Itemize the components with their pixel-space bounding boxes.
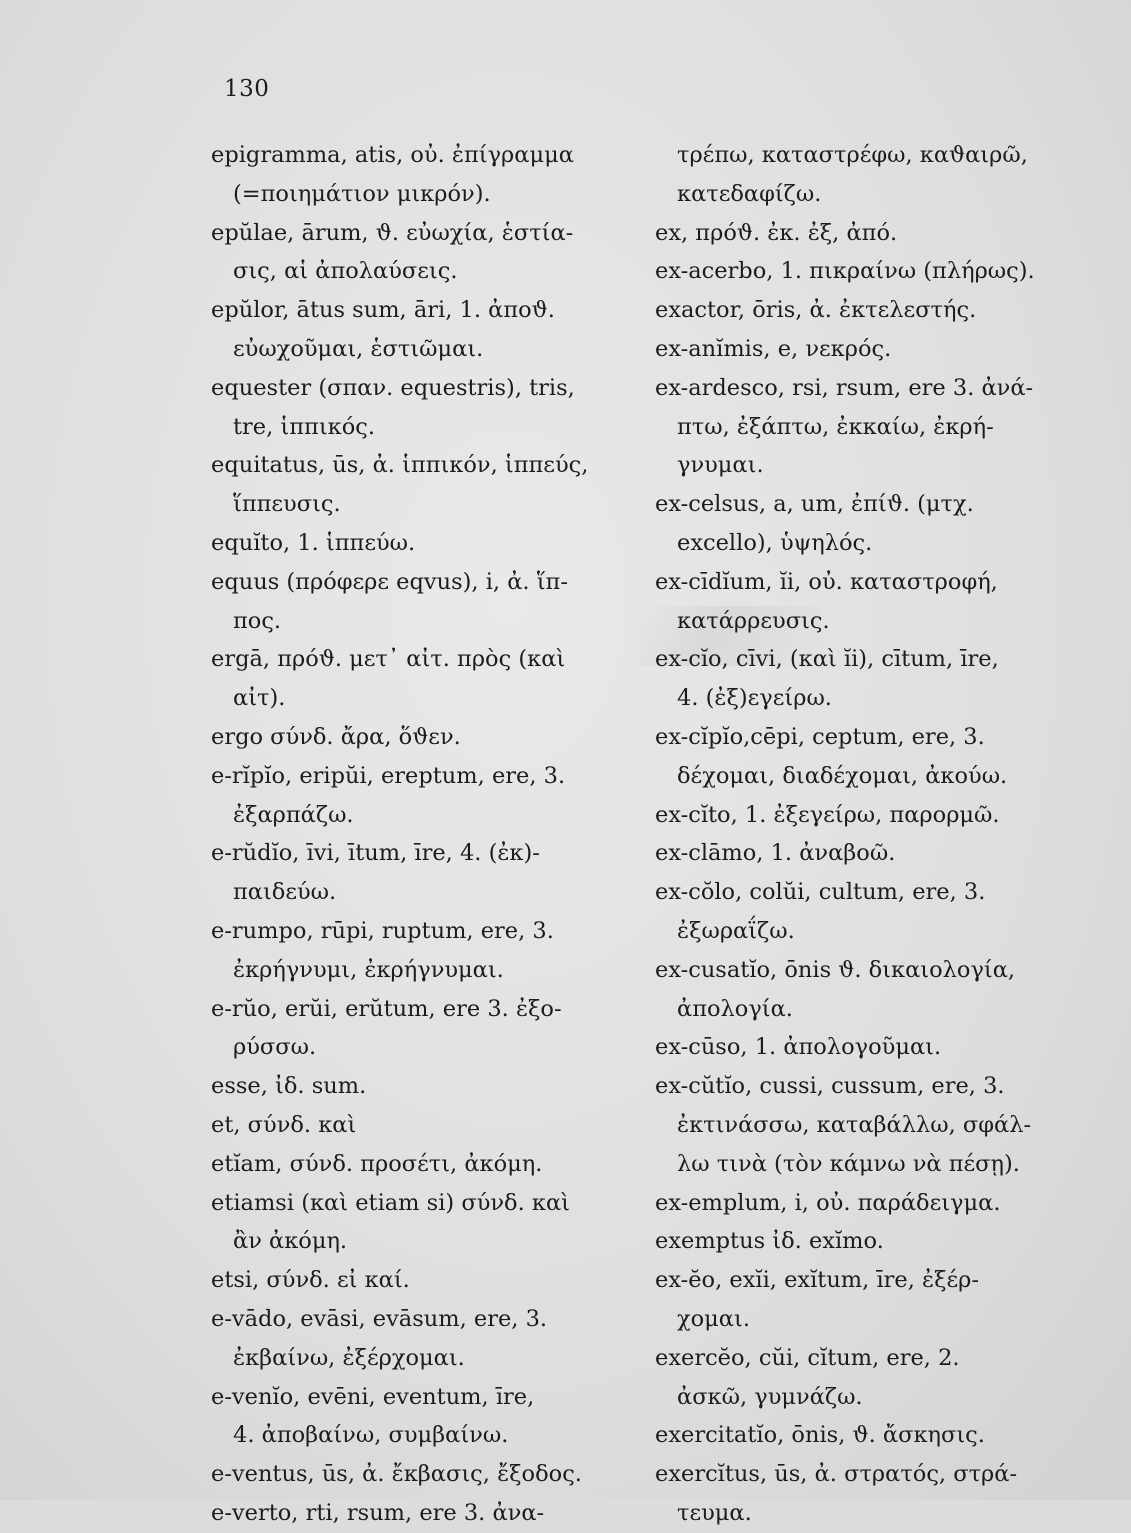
dictionary-entry-line: ex-cūso, 1. ἀπολογοῦμαι. xyxy=(655,1034,942,1061)
dictionary-line-continuation: πος. xyxy=(233,607,282,634)
dictionary-entry-line: e-rumpo, rūpi, ruptum, ere, 3. xyxy=(211,917,554,944)
dictionary-entry-line: ex-cīdĭum, ĭi, οὐ. καταστροφή, xyxy=(655,568,998,595)
dictionary-line-continuation: εὐωχοῦμαι, ἑστιῶμαι. xyxy=(233,335,484,362)
dictionary-entry-line: e-rŭo, erŭi, erŭtum, ere 3. ἐξο- xyxy=(211,995,562,1022)
dictionary-entry-line: e-vādo, evāsi, evāsum, ere, 3. xyxy=(211,1305,548,1332)
dictionary-line-continuation: χομαι. xyxy=(677,1305,750,1332)
dictionary-line-continuation: τρέπω, καταστρέφω, καϑαιρῶ, xyxy=(677,142,1028,168)
dictionary-entry-line: equitatus, ūs, ἀ. ἱππικόν, ἱππεύς, xyxy=(211,452,589,479)
dictionary-line-continuation: γνυμαι. xyxy=(677,452,764,479)
page-number: 130 xyxy=(224,76,270,102)
right-column xyxy=(655,136,1065,1533)
dictionary-entry-line: e-rĭpĭo, eripŭi, ereptum, ere, 3. xyxy=(211,762,566,789)
dictionary-line-continuation: ἐκτινάσσω, καταβάλλω, σφάλ- xyxy=(677,1111,1032,1138)
dictionary-entry-line: ex-ardesco, rsi, rsum, ere 3. ἀνά- xyxy=(655,374,1034,401)
dictionary-line-continuation: κατάρρευσις. xyxy=(677,607,830,634)
left-column xyxy=(211,136,641,1533)
dictionary-entry-line: ex-ĕo, exĭi, exĭtum, īre, ἐξέρ- xyxy=(655,1267,979,1294)
dictionary-entry-line: equester (σπαν. equestris), tris, xyxy=(211,374,575,401)
dictionary-entry-line: ex, πρόϑ. ἐκ. ἐξ, ἀπό. xyxy=(655,219,898,246)
dictionary-entry-line: ergā, πρόϑ. μετ᾽ αἰτ. πρὸς (καὶ xyxy=(211,646,566,673)
dictionary-entry-line: e-ventus, ūs, ἀ. ἔκβασις, ἔξοδος. xyxy=(211,1461,582,1488)
dictionary-entry-line: equĭto, 1. ἱππεύω. xyxy=(211,529,416,556)
dictionary-entry-line: etĭam, σύνδ. προσέτι, ἀκόμη. xyxy=(211,1150,543,1177)
dictionary-line-continuation: ἀσκῶ, γυμνάζω. xyxy=(677,1383,863,1410)
dictionary-entry-line: epŭlae, ārum, ϑ. εὐωχία, ἑστία- xyxy=(211,219,574,246)
dictionary-line-continuation: tre, ἱππικός. xyxy=(233,413,375,440)
dictionary-line-continuation: ἐκρήγνυμι, ἐκρήγνυμαι. xyxy=(233,956,504,983)
dictionary-entry-line: et, σύνδ. καὶ xyxy=(211,1111,357,1138)
dictionary-entry-line: exactor, ōris, ἀ. ἐκτελεστής. xyxy=(655,297,977,324)
dictionary-entry-line: exercitatĭo, ōnis, ϑ. ἄσκησις. xyxy=(655,1422,985,1449)
dictionary-entry-line: equus (πρόφερε eqvus), i, ἀ. ἵπ- xyxy=(211,568,568,595)
dictionary-entry-line: exercĭtus, ūs, ἀ. στρατός, στρά- xyxy=(655,1461,1018,1488)
dictionary-entry-line: e-verto, rti, rsum, ere 3. ἀνα- xyxy=(211,1499,545,1526)
dictionary-line-continuation: ἵππευσις. xyxy=(233,491,341,518)
dictionary-entry-line: etiamsi (καὶ etiam si) σύνδ. καὶ xyxy=(211,1189,570,1216)
dictionary-entry-line: esse, ἰδ. sum. xyxy=(211,1073,367,1100)
dictionary-entry-line: ex-cĭto, 1. ἐξεγείρω, παρορμῶ. xyxy=(655,801,1000,828)
dictionary-line-continuation: ἐκβαίνω, ἐξέρχομαι. xyxy=(233,1344,465,1371)
dictionary-entry-line: epigramma, atis, οὐ. ἐπίγραμμα xyxy=(211,142,574,168)
dictionary-entry-line: e-rŭdĭo, īvi, ītum, īre, 4. (ἐκ)- xyxy=(211,840,540,867)
dictionary-entry-line: ex-anĭmis, e, νεκρός. xyxy=(655,335,892,362)
dictionary-entry-line: ex-cŭtĭo, cussi, cussum, ere, 3. xyxy=(655,1073,1005,1100)
dictionary-entry-line: ergo σύνδ. ἄρα, ὅϑεν. xyxy=(211,723,461,750)
dictionary-line-continuation: τευμα. xyxy=(677,1499,752,1526)
dictionary-line-continuation: δέχομαι, διαδέχομαι, ἀκούω. xyxy=(677,762,1008,789)
dictionary-line-continuation: αἰτ). xyxy=(233,685,286,712)
dictionary-line-continuation: ἐξωραΐζω. xyxy=(677,917,795,944)
dictionary-entry-line: exemptus ἰδ. exĭmo. xyxy=(655,1228,884,1255)
dictionary-entry-line: ex-cusatĭo, ōnis ϑ. δικαιολογία, xyxy=(655,956,1016,983)
dictionary-line-continuation: κατεδαφίζω. xyxy=(677,180,822,207)
dictionary-entry-line: epŭlor, ātus sum, āri, 1. ἀποϑ. xyxy=(211,297,555,324)
dictionary-entry-line: ex-acerbo, 1. πικραίνω (πλήρως). xyxy=(655,258,1035,285)
dictionary-line-continuation: 4. ἀποβαίνω, συμβαίνω. xyxy=(233,1422,509,1449)
dictionary-line-continuation: 4. (ἐξ)εγείρω. xyxy=(677,685,832,712)
dictionary-line-continuation: λω τινὰ (τὸν κάμνω νὰ πέσῃ). xyxy=(677,1150,1020,1177)
dictionary-line-continuation: excello), ὑψηλός. xyxy=(677,529,873,556)
dictionary-entry-line: ex-celsus, a, um, ἐπίϑ. (μτχ. xyxy=(655,491,974,518)
dictionary-entry-line: ex-cŏlo, colŭi, cultum, ere, 3. xyxy=(655,879,986,906)
dictionary-line-continuation: ἐξαρπάζω. xyxy=(233,801,354,828)
dictionary-entry-line: ex-cĭpĭo,cēpi, ceptum, ere, 3. xyxy=(655,723,985,750)
dictionary-entry-line: ex-cĭo, cīvi, (καὶ ĭi), cītum, īre, xyxy=(655,646,999,673)
dictionary-entry-line: ex-emplum, i, οὐ. παράδειγμα. xyxy=(655,1189,1001,1216)
dictionary-line-continuation: ἂν ἀκόμη. xyxy=(233,1228,348,1255)
dictionary-line-continuation: ρύσσω. xyxy=(233,1034,317,1061)
dictionary-line-continuation: παιδεύω. xyxy=(233,879,337,906)
dictionary-line-continuation: (=ποιημάτιον μικρόν). xyxy=(233,180,491,207)
dictionary-entry-line: etsi, σύνδ. εἰ καί. xyxy=(211,1267,410,1294)
dictionary-line-continuation: σις, αἱ ἀπολαύσεις. xyxy=(233,258,458,285)
dictionary-entry-line: exercĕo, cŭi, cĭtum, ere, 2. xyxy=(655,1344,960,1371)
dictionary-line-continuation: ἀπολογία. xyxy=(677,995,793,1022)
dictionary-line-continuation: πτω, ἐξάπτω, ἐκκαίω, ἐκρή- xyxy=(677,413,994,440)
dictionary-entry-line: e-venĭo, evēni, eventum, īre, xyxy=(211,1383,535,1410)
dictionary-entry-line: ex-clāmo, 1. ἀναβοῶ. xyxy=(655,840,896,867)
